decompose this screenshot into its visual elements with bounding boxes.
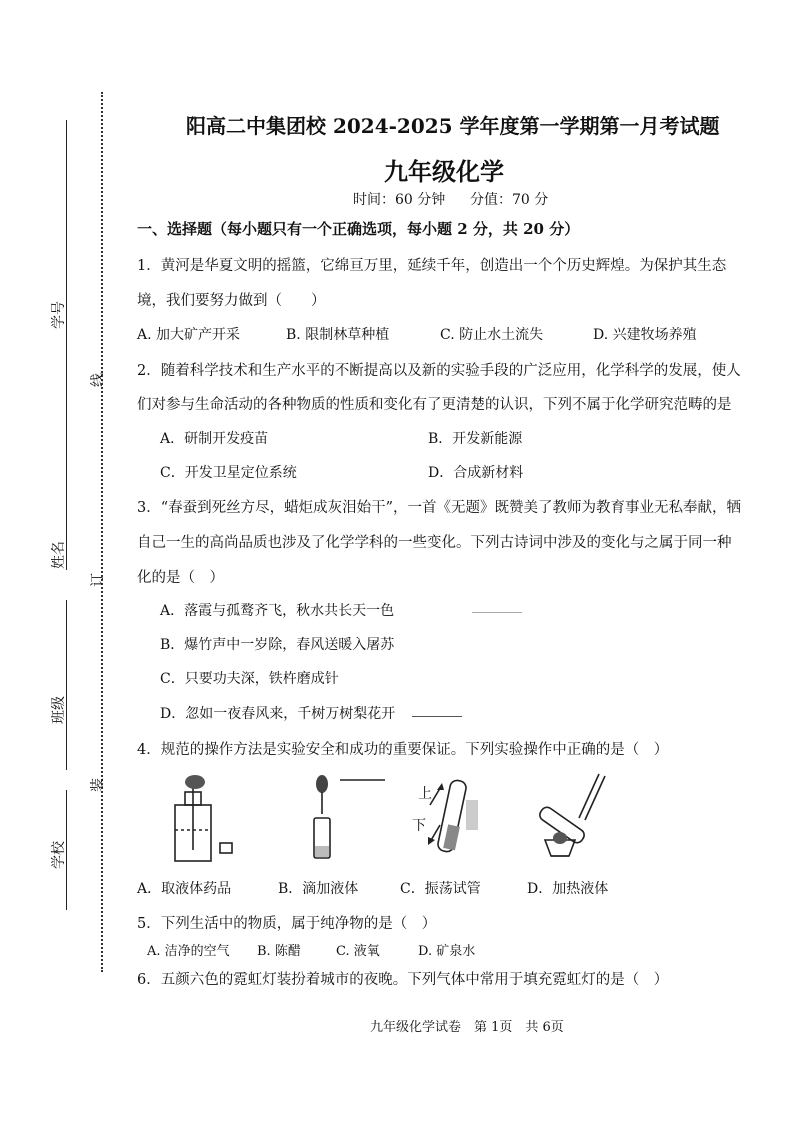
q6-line1: 6．五颜六色的霓虹灯装扮着城市的夜晚。下列气体中常用于填充霓虹灯的是（ ） [137,972,669,988]
binding-dotted-line [101,92,103,972]
diagram-take-liquid [165,770,240,865]
q1-option-c: C. 防止水土流失 [440,327,544,343]
q4-arrow-down-label: 下 [412,818,426,834]
section-title: 一、选择题（每小题只有一个正确选项，每小题 2 分，共 20 分） [137,220,580,238]
q3-line2: 自己一生的高尚品质也涉及了化学学科的一些变化。下列古诗词中涉及的变化与之属于同一种 [137,535,732,551]
name-label: 姓名 [51,541,67,569]
q4-option-a: A．取液体药品 [137,881,232,897]
exam-title: 阳高二中集团校 2024-2025 学年度第一学期第一月考试题 [186,114,720,138]
q5-option-a: A. 洁净的空气 [147,944,230,959]
q3-line1: 3．“春蚕到死丝方尽，蜡炬成灰泪始干”，一首《无题》既赞美了教师为教育事业无私奉献，牺 [137,500,742,516]
student-id-label: 学号 [51,301,67,329]
q3-option-d: D．忽如一夜春风来，千树万树梨花开 [160,706,396,722]
q1-option-a: A. 加大矿产开采 [137,327,241,343]
q1-option-d: D. 兴建牧场养殖 [593,327,697,343]
diagram-drip-liquid [300,770,390,865]
binding-mark-bind: 装 [90,778,106,792]
school-label: 学校 [51,841,67,869]
q1-option-b: B. 限制林草种植 [286,327,390,343]
q3-underline-d [412,716,462,717]
exam-time: 时间：60 分钟 [353,192,446,208]
q5-option-d: D. 矿泉水 [418,944,476,959]
q2-option-a: A．研制开发疫苗 [160,431,269,447]
q2-line2: 们对参与生命活动的各种物质的性质和变化有了更清楚的认识，下列不属于化学研究范畴的是 [137,397,732,413]
binding-mark-line: 线 [90,373,106,387]
q3-option-a: A．落霞与孤鹜齐飞，秋水共长天一色 [160,603,395,619]
q4-arrow-up-label: 上 [418,786,432,802]
q4-option-d: D．加热液体 [527,881,609,897]
q3-option-c: C．只要功夫深，铁杵磨成针 [160,671,339,687]
page-footer: 九年级化学试卷 第 1页 共 6页 [370,1020,564,1035]
binding-line-3 [66,600,67,770]
exam-subject: 九年级化学 [384,157,504,186]
q5-option-b: B. 陈醋 [257,944,301,959]
q2-option-b: B．开发新能源 [428,431,523,447]
q2-option-d: D．合成新材料 [428,465,524,481]
q1-line2: 境，我们要努力做到（ ） [137,293,326,309]
q4-option-c: C．振荡试管 [400,881,481,897]
q2-option-c: C．开发卫星定位系统 [160,465,297,481]
exam-score: 分值：70 分 [470,192,549,208]
class-label: 班级 [51,696,67,724]
diagram-heat-liquid [535,770,625,865]
q3-option-b: B．爆竹声中一岁除，春风送暖入屠苏 [160,637,395,653]
q3-line3: 化的是（ ） [137,570,224,586]
q5-option-c: C. 液氧 [336,944,380,959]
binding-mark-staple: 订 [90,573,106,587]
q1-line1: 1．黄河是华夏文明的摇篮，它绵亘万里，延续千年，创造出一个个历史辉煌。为保护其生态 [137,258,727,274]
q4-line1: 4．规范的操作方法是实验安全和成功的重要保证。下列实验操作中正确的是（ ） [137,742,669,758]
binding-line-2 [66,330,67,570]
q3-scribble [472,612,522,613]
q5-line1: 5．下列生活中的物质，属于纯净物的是（ ） [137,916,437,932]
q4-option-b: B．滴加液体 [278,881,359,897]
q2-line1: 2．随着科学技术和生产水平的不断提高以及新的实验手段的广泛应用，化学科学的发展，使人 [137,363,741,379]
